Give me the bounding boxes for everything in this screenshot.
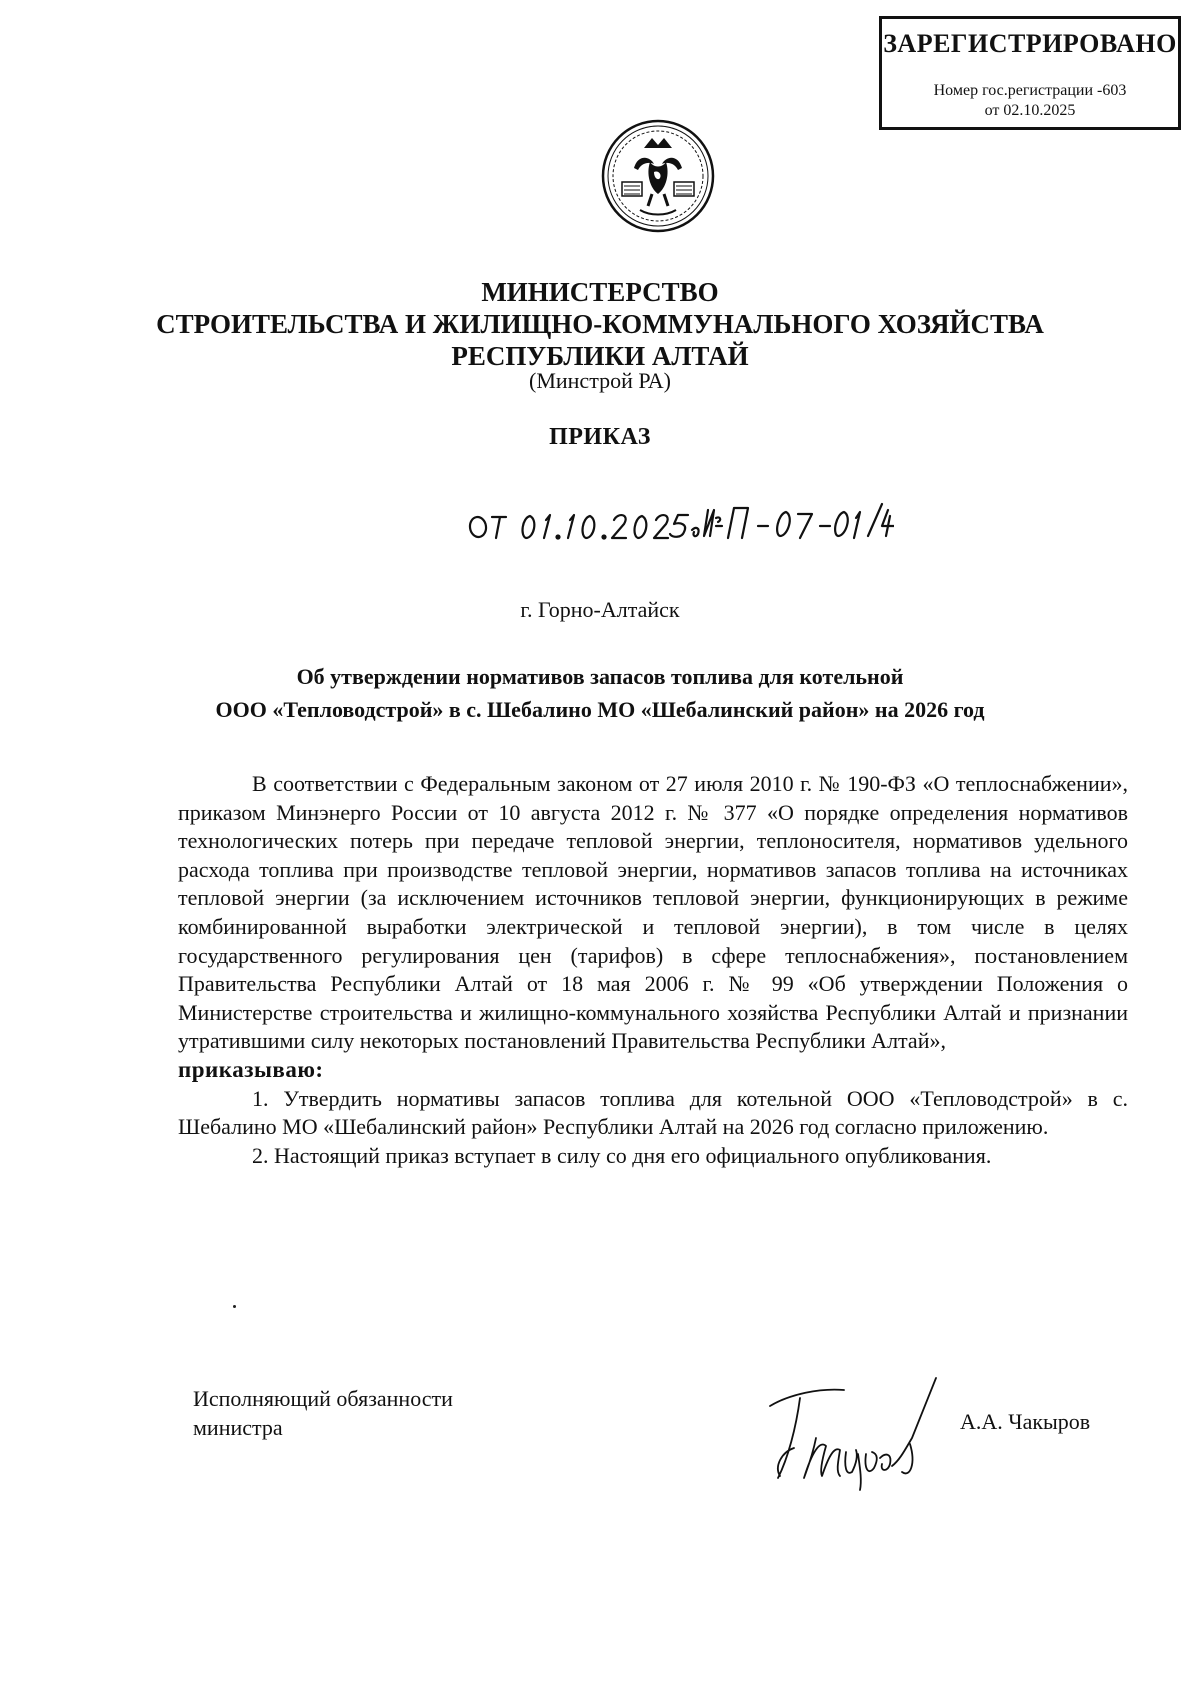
signer-name: А.А. Чакыров — [960, 1409, 1091, 1434]
ministry-short-name: (Минстрой РА) — [529, 368, 671, 393]
ministry-line-2: СТРОИТЕЛЬСТВА И ЖИЛИЩНО-КОММУНАЛЬНОГО ХОЗЯЙСТВА — [156, 309, 1044, 339]
order-item-1: 1. Утвердить нормативы запасов топлива для котельной ООО «Тепловодстрой» в с. Шебалино МО «Шебалинский район» Республики Алтай на 2026 год согласно приложению. — [178, 1085, 1128, 1140]
preamble-paragraph: В соответствии с Федеральным законом от 27 июля 2010 г. № 190-ФЗ «О теплоснабжении», приказом Минэнерго России от 10 августа 2012 г. № 377 «О порядке определения нормативов технологических потерь при передаче тепловой энергии, теплоносителя, нормативов удельного расхода топлива при производстве тепловой энергии, нормативов запасов топлива на источниках тепловой энергии (за исключением источников тепловой энергии, функционирующих в режиме комбинированной выработки электрической и тепловой энергии), в том числе в целях государственного регулирования цен (тарифов) в сфере теплоснабжения», постановлением Правительства Республики Алтай от 18 мая 2006 г. № 99 «Об утверждении Положения о Министерстве строительства и жилищно-коммунального хозяйства Республики Алтай и признании утратившими силу некоторых постановлений Правительства Республики Алтай», — [178, 771, 1128, 1054]
order-item-2: 2. Настоящий приказ вступает в силу со дня его официального опубликования. — [252, 1142, 992, 1168]
document-type: ПРИКАЗ — [549, 424, 651, 450]
handwritten-signature — [760, 1368, 960, 1494]
signer-position — [193, 1384, 573, 1442]
stamp-title: ЗАРЕГИСТРИРОВАНО — [883, 29, 1177, 58]
subject-line-2: ООО «Тепловодстрой» в с. Шебалино МО «Шебалинский район» на 2026 год — [215, 697, 985, 722]
city: г. Горно-Алтайск — [520, 597, 680, 622]
signer-position-line-1: Исполняющий обязанности — [193, 1386, 453, 1411]
registration-stamp — [879, 16, 1181, 130]
ministry-line-1: МИНИСТЕРСТВО — [481, 277, 719, 307]
signer-position-line-2: министра — [193, 1415, 283, 1440]
registration-date: от 02.10.2025 — [984, 102, 1076, 119]
coat-of-arms-icon — [600, 118, 716, 234]
order-subject — [0, 660, 1200, 726]
handwritten-order-date-number — [464, 490, 894, 546]
order-body — [178, 770, 1128, 1170]
ministry-line-3: РЕСПУБЛИКИ АЛТАЙ — [451, 341, 749, 371]
subject-line-1: Об утверждении нормативов запасов топлива для котельной — [296, 664, 904, 689]
decree-word: приказываю: — [178, 1056, 324, 1082]
ministry-name — [0, 276, 1200, 372]
registration-number: Номер гос.регистрации -603 — [933, 82, 1127, 99]
scan-dot — [233, 1305, 236, 1308]
